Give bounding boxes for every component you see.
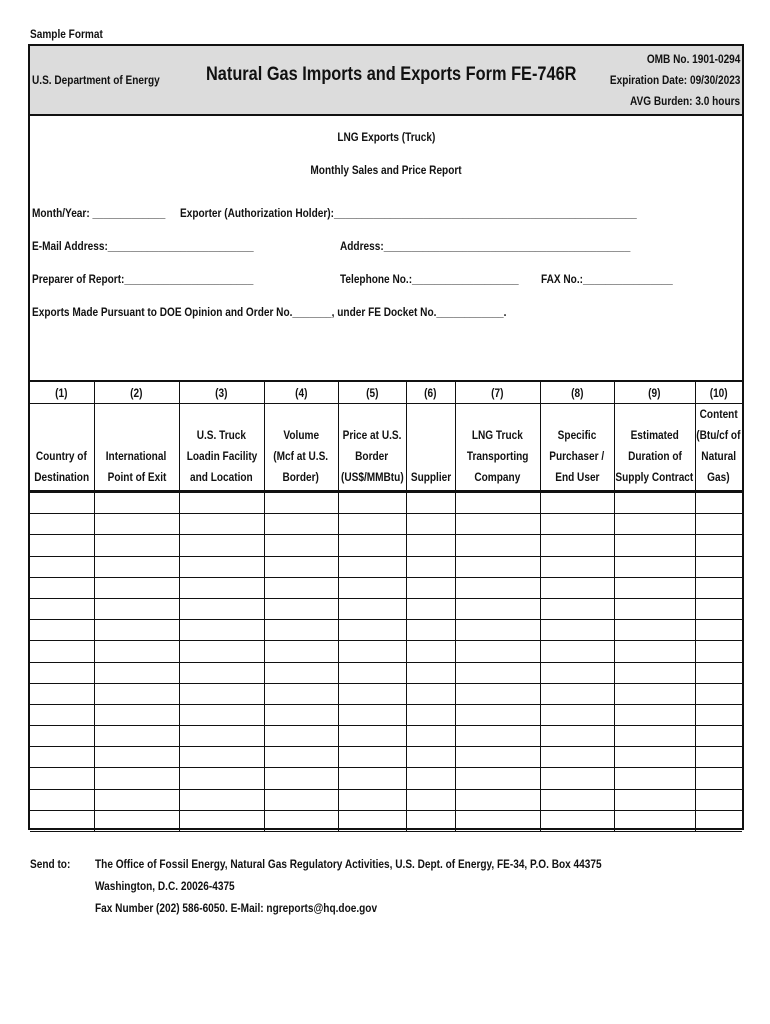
- table-cell[interactable]: [179, 556, 264, 577]
- table-cell[interactable]: [406, 514, 455, 535]
- table-cell[interactable]: [30, 789, 94, 810]
- table-cell[interactable]: [338, 577, 406, 598]
- table-cell[interactable]: [94, 768, 179, 789]
- table-cell[interactable]: [455, 789, 540, 810]
- table-cell[interactable]: [338, 683, 406, 704]
- table-cell[interactable]: [540, 683, 614, 704]
- omb-number: OMB No. 1901-0294: [646, 52, 740, 66]
- table-cell[interactable]: [540, 810, 614, 831]
- column-header-text: International: [106, 449, 167, 463]
- column-number-label: (6): [424, 385, 437, 400]
- table-cell[interactable]: [179, 577, 264, 598]
- table-cell[interactable]: [406, 620, 455, 641]
- form-title: Natural Gas Imports and Exports Form FE-746R: [206, 64, 577, 85]
- table-cell[interactable]: [540, 620, 614, 641]
- column-header-text: (Btu/cf of: [696, 428, 741, 442]
- table-cell[interactable]: [264, 641, 338, 662]
- column-header-text: Specific: [557, 428, 597, 442]
- column-header-text: Transporting: [466, 449, 529, 463]
- table-cell[interactable]: [540, 535, 614, 556]
- table-cell[interactable]: [455, 641, 540, 662]
- column-header: [94, 404, 179, 492]
- table-cell[interactable]: [94, 620, 179, 641]
- address-field[interactable]: Address:____________________________________________: [340, 239, 631, 253]
- column-header-text: Country of: [36, 449, 88, 463]
- table-row: [30, 535, 742, 556]
- column-header-text: Gas): [707, 470, 730, 484]
- table-cell[interactable]: [338, 747, 406, 768]
- table-cell[interactable]: [264, 556, 338, 577]
- column-number: [406, 381, 455, 404]
- column-header: [614, 404, 695, 492]
- column-header: [455, 404, 540, 492]
- table-row: [30, 556, 742, 577]
- column-header: [695, 404, 742, 492]
- table-cell[interactable]: [94, 726, 179, 747]
- table-cell[interactable]: [614, 556, 695, 577]
- column-number: [695, 381, 742, 404]
- table-cell[interactable]: [406, 598, 455, 619]
- column-header-text: Duration of: [627, 449, 682, 463]
- column-header: [30, 404, 94, 492]
- table-cell[interactable]: [455, 662, 540, 683]
- column-header-text: Destination: [34, 470, 90, 484]
- table-cell[interactable]: [30, 747, 94, 768]
- table-row: [30, 492, 742, 514]
- table-cell[interactable]: [406, 747, 455, 768]
- table-cell[interactable]: [455, 768, 540, 789]
- table-cell[interactable]: [338, 598, 406, 619]
- column-header-text: Point of Exit: [107, 470, 166, 484]
- column-header-text: Price at U.S.: [342, 428, 402, 442]
- column-header: [179, 404, 264, 492]
- table-cell[interactable]: [179, 598, 264, 619]
- table-cell[interactable]: [30, 598, 94, 619]
- table-cell[interactable]: [30, 556, 94, 577]
- table-cell[interactable]: [540, 598, 614, 619]
- send-to-label: Send to:: [30, 857, 71, 871]
- table-cell[interactable]: [179, 514, 264, 535]
- send-to-address-line2: Washington, D.C. 20026-4375: [95, 879, 235, 893]
- table-cell[interactable]: [179, 789, 264, 810]
- table-cell[interactable]: [614, 577, 695, 598]
- table-cell[interactable]: [406, 577, 455, 598]
- table-cell[interactable]: [614, 768, 695, 789]
- table-cell[interactable]: [338, 514, 406, 535]
- table-cell[interactable]: [455, 598, 540, 619]
- column-number-label: (5): [365, 385, 379, 400]
- table-cell[interactable]: [406, 810, 455, 831]
- table-row: [30, 704, 742, 725]
- table-cell[interactable]: [30, 577, 94, 598]
- report-type-wrap: [30, 128, 742, 146]
- table-cell[interactable]: [179, 641, 264, 662]
- column-number-label: (1): [55, 385, 68, 400]
- table-cell[interactable]: [30, 683, 94, 704]
- table-cell[interactable]: [179, 662, 264, 683]
- fax-field[interactable]: FAX No.:________________: [541, 272, 673, 286]
- table-cell[interactable]: [455, 514, 540, 535]
- table-cell[interactable]: [30, 768, 94, 789]
- table-cell[interactable]: [264, 810, 338, 831]
- table-cell[interactable]: [94, 810, 179, 831]
- table-cell[interactable]: [614, 704, 695, 725]
- table-cell[interactable]: [540, 556, 614, 577]
- table-cell[interactable]: [695, 620, 742, 641]
- table-cell[interactable]: [179, 492, 264, 514]
- table-cell[interactable]: [264, 620, 338, 641]
- table-cell[interactable]: [264, 598, 338, 619]
- table-cell[interactable]: [338, 492, 406, 514]
- column-number: [264, 381, 338, 404]
- column-header-text: Content: [699, 407, 738, 421]
- table-cell[interactable]: [179, 810, 264, 831]
- table-cell[interactable]: [338, 789, 406, 810]
- column-number-row: [30, 381, 742, 404]
- table-cell[interactable]: [406, 704, 455, 725]
- table-cell[interactable]: [338, 810, 406, 831]
- report-type: LNG Exports (Truck): [336, 130, 436, 144]
- table-cell[interactable]: [30, 514, 94, 535]
- table-cell[interactable]: [540, 768, 614, 789]
- table-cell[interactable]: [455, 577, 540, 598]
- department-label: U.S. Department of Energy: [32, 73, 160, 87]
- table-cell[interactable]: [30, 641, 94, 662]
- table-cell[interactable]: [540, 747, 614, 768]
- column-number-label: (8): [570, 385, 584, 400]
- preparer-field[interactable]: Preparer of Report:_______________________: [32, 272, 254, 286]
- table-cell[interactable]: [695, 514, 742, 535]
- column-header: [540, 404, 614, 492]
- table-cell[interactable]: [695, 768, 742, 789]
- table-cell[interactable]: [94, 641, 179, 662]
- table-cell[interactable]: [695, 704, 742, 725]
- table-cell[interactable]: [94, 556, 179, 577]
- table-cell[interactable]: [94, 704, 179, 725]
- table-cell[interactable]: [264, 577, 338, 598]
- form-frame: [28, 44, 744, 830]
- table-cell[interactable]: [94, 683, 179, 704]
- table-cell[interactable]: [94, 747, 179, 768]
- table-cell[interactable]: [614, 641, 695, 662]
- table-cell[interactable]: [338, 535, 406, 556]
- table-cell[interactable]: [264, 726, 338, 747]
- table-cell[interactable]: [30, 704, 94, 725]
- table-cell[interactable]: [406, 768, 455, 789]
- table-cell[interactable]: [406, 683, 455, 704]
- table-cell[interactable]: [264, 789, 338, 810]
- email-field[interactable]: E-Mail Address:__________________________: [32, 239, 254, 253]
- table-cell[interactable]: [614, 747, 695, 768]
- table-cell[interactable]: [455, 683, 540, 704]
- send-to-contact-line: Fax Number (202) 586-6050. E-Mail: ngreports@hq.doe.gov: [95, 901, 378, 915]
- table-cell[interactable]: [455, 747, 540, 768]
- table-cell[interactable]: [179, 620, 264, 641]
- table-cell[interactable]: [695, 789, 742, 810]
- exporter-field[interactable]: Exporter (Authorization Holder):______________________________________________________: [180, 206, 637, 220]
- table-cell[interactable]: [264, 492, 338, 514]
- table-cell[interactable]: [179, 747, 264, 768]
- table-cell[interactable]: [30, 535, 94, 556]
- table-cell[interactable]: [264, 535, 338, 556]
- table-row: [30, 747, 742, 768]
- table-cell[interactable]: [614, 662, 695, 683]
- column-number: [540, 381, 614, 404]
- order-docket-field[interactable]: Exports Made Pursuant to DOE Opinion and Order No._______, under FE Docket No.____________.: [32, 305, 507, 319]
- table-cell[interactable]: [614, 620, 695, 641]
- column-header: [264, 404, 338, 492]
- table-cell[interactable]: [406, 641, 455, 662]
- table-cell[interactable]: [695, 747, 742, 768]
- column-number: [455, 381, 540, 404]
- table-cell[interactable]: [94, 514, 179, 535]
- table-cell[interactable]: [179, 683, 264, 704]
- column-header-text: Volume: [283, 428, 319, 442]
- column-header-text: Loadin Facility: [186, 449, 257, 463]
- table-cell[interactable]: [30, 620, 94, 641]
- table-row: [30, 598, 742, 619]
- table-cell[interactable]: [540, 577, 614, 598]
- table-cell[interactable]: [338, 768, 406, 789]
- month-year-field[interactable]: Month/Year: _____________: [32, 206, 166, 220]
- table-cell[interactable]: [695, 641, 742, 662]
- table-row: [30, 577, 742, 598]
- table-cell[interactable]: [695, 662, 742, 683]
- table-cell[interactable]: [695, 556, 742, 577]
- table-cell[interactable]: [614, 683, 695, 704]
- table-cell[interactable]: [94, 577, 179, 598]
- table-cell[interactable]: [338, 662, 406, 683]
- table-cell[interactable]: [264, 768, 338, 789]
- column-header-text: U.S. Truck: [196, 428, 247, 442]
- table-cell[interactable]: [94, 598, 179, 619]
- table-cell[interactable]: [94, 662, 179, 683]
- table-cell[interactable]: [614, 492, 695, 514]
- table-cell[interactable]: [264, 747, 338, 768]
- expiration-date: Expiration Date: 09/30/2023: [609, 73, 740, 87]
- table-cell[interactable]: [455, 492, 540, 514]
- table-cell[interactable]: [540, 726, 614, 747]
- table-cell[interactable]: [30, 662, 94, 683]
- table-cell[interactable]: [406, 726, 455, 747]
- table-cell[interactable]: [695, 810, 742, 831]
- column-number-label: (7): [491, 385, 504, 400]
- table-cell[interactable]: [614, 726, 695, 747]
- table-cell[interactable]: [264, 662, 338, 683]
- table-row: [30, 514, 742, 535]
- table-cell[interactable]: [614, 535, 695, 556]
- table-cell[interactable]: [455, 726, 540, 747]
- column-header-text: Border): [282, 470, 320, 484]
- table-cell[interactable]: [30, 726, 94, 747]
- table-cell[interactable]: [94, 789, 179, 810]
- column-number-label: (9): [648, 385, 661, 400]
- table-cell[interactable]: [455, 556, 540, 577]
- telephone-field[interactable]: Telephone No.:___________________: [340, 272, 519, 286]
- table-row: [30, 789, 742, 810]
- table-row: [30, 768, 742, 789]
- report-table: [30, 380, 742, 832]
- column-number: [179, 381, 264, 404]
- table-cell[interactable]: [406, 492, 455, 514]
- table-cell[interactable]: [455, 704, 540, 725]
- column-header-text: (US$/MMBtu): [340, 470, 404, 484]
- table-cell[interactable]: [179, 535, 264, 556]
- table-body: [30, 492, 742, 832]
- table-cell[interactable]: [614, 810, 695, 831]
- table-row: [30, 726, 742, 747]
- column-header-text: Supply Contract: [615, 470, 694, 484]
- table-cell[interactable]: [264, 514, 338, 535]
- table-cell[interactable]: [406, 789, 455, 810]
- column-header-text: Purchaser /: [549, 449, 605, 463]
- table-cell[interactable]: [695, 577, 742, 598]
- column-number-label: (10): [709, 385, 728, 400]
- table-cell[interactable]: [540, 662, 614, 683]
- table-cell[interactable]: [455, 620, 540, 641]
- form-header: [30, 46, 742, 116]
- column-header: [406, 404, 455, 492]
- table-row: [30, 662, 742, 683]
- table-cell[interactable]: [338, 620, 406, 641]
- table-cell[interactable]: [338, 726, 406, 747]
- report-subtitle: Monthly Sales and Price Report: [310, 163, 462, 177]
- column-header-text: LNG Truck: [472, 428, 523, 442]
- table-cell[interactable]: [540, 641, 614, 662]
- table-cell[interactable]: [406, 535, 455, 556]
- table-cell[interactable]: [614, 598, 695, 619]
- sample-format-label: Sample Format: [30, 27, 103, 41]
- table-cell[interactable]: [695, 492, 742, 514]
- column-header-text: Estimated: [630, 428, 679, 442]
- table-cell[interactable]: [179, 704, 264, 725]
- table-cell[interactable]: [264, 704, 338, 725]
- column-header-text: Natural: [701, 449, 737, 463]
- table-row: [30, 620, 742, 641]
- table-cell[interactable]: [540, 492, 614, 514]
- column-header-text: (Mcf at U.S.: [273, 449, 329, 463]
- column-number: [94, 381, 179, 404]
- table-cell[interactable]: [540, 789, 614, 810]
- table-cell[interactable]: [614, 514, 695, 535]
- report-subtitle-wrap: [30, 161, 742, 179]
- table-cell[interactable]: [406, 556, 455, 577]
- table-cell[interactable]: [338, 704, 406, 725]
- table-cell[interactable]: [338, 556, 406, 577]
- table-cell[interactable]: [455, 810, 540, 831]
- table-cell[interactable]: [30, 810, 94, 831]
- column-number: [30, 381, 94, 404]
- column-number-label: (3): [215, 385, 228, 400]
- column-header-text: Border: [355, 449, 389, 463]
- table-cell[interactable]: [179, 726, 264, 747]
- column-header: [338, 404, 406, 492]
- table-cell[interactable]: [179, 768, 264, 789]
- table-cell[interactable]: [695, 535, 742, 556]
- column-number-label: (4): [294, 385, 308, 400]
- column-number: [614, 381, 695, 404]
- table-row: [30, 810, 742, 831]
- avg-burden: AVG Burden: 3.0 hours: [629, 94, 740, 108]
- table-cell[interactable]: [30, 492, 94, 514]
- table-cell[interactable]: [94, 535, 179, 556]
- column-header-text: and Location: [190, 470, 253, 484]
- table-cell[interactable]: [540, 514, 614, 535]
- table-row: [30, 683, 742, 704]
- table-cell[interactable]: [695, 726, 742, 747]
- table-cell[interactable]: [94, 492, 179, 514]
- table-cell[interactable]: [406, 662, 455, 683]
- column-header-row: [30, 404, 742, 492]
- column-header-text: End User: [554, 470, 600, 484]
- column-number-label: (2): [130, 385, 143, 400]
- table-cell[interactable]: [614, 789, 695, 810]
- send-to-address-line1: The Office of Fossil Energy, Natural Gas Regulatory Activities, U.S. Dept. of Energy, FE-34, P.O. Box 44375: [95, 857, 602, 871]
- column-header-text: Supplier: [410, 470, 451, 484]
- report-table-wrap: [30, 380, 742, 832]
- table-cell[interactable]: [338, 641, 406, 662]
- column-number: [338, 381, 406, 404]
- table-cell[interactable]: [695, 683, 742, 704]
- table-cell[interactable]: [695, 598, 742, 619]
- table-cell[interactable]: [455, 535, 540, 556]
- table-row: [30, 641, 742, 662]
- table-cell[interactable]: [264, 683, 338, 704]
- column-header-text: Company: [474, 470, 521, 484]
- table-cell[interactable]: [540, 704, 614, 725]
